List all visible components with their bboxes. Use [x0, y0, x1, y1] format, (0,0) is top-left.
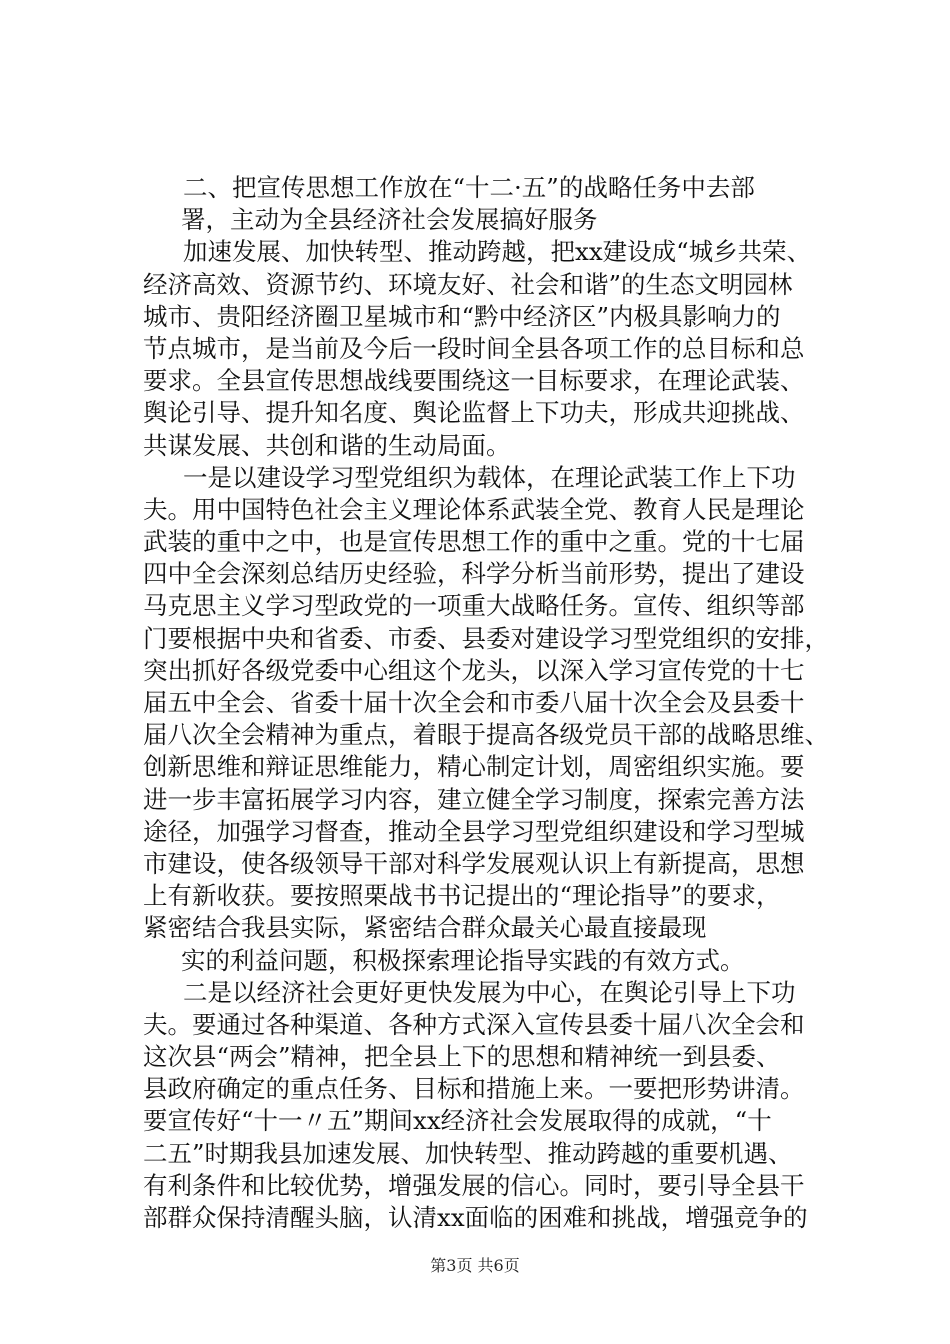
- paragraph-line: 进一步丰富拓展学习内容，建立健全学习制度，探索完善方法: [143, 784, 805, 814]
- paragraph-line: 部群众保持清醒头脑，认清xx面临的困难和挑战，增强竞争的: [143, 1203, 808, 1232]
- paragraph-theory: [143, 462, 833, 945]
- paragraph-line: 市建设，使各级领导干部对科学发展观认识上有新提高，思想: [143, 848, 805, 878]
- document-body: [143, 172, 833, 1234]
- paragraph-line: 紧密结合我县实际，紧密结合群众最关心最直接最现: [143, 913, 707, 943]
- paragraph-line: 届五中全会、省委十届十次全会和市委八届十次全会及县委十: [143, 688, 805, 717]
- page-number-footer: 第3页 共6页: [430, 1256, 520, 1275]
- paragraph-line: 城市、贵阳经济圈卫星城市和“黔中经济区”内极具影响力的: [143, 301, 781, 331]
- paragraph-line: 共谋发展、共创和谐的生动局面。: [143, 430, 511, 460]
- paragraph-continuation: [143, 945, 833, 977]
- section-heading-line-2: 署，主动为全县经济社会发展搞好服务: [181, 205, 598, 235]
- paragraph-line: 夫。用中国特色社会主义理论体系武装全党、教育人民是理论: [143, 494, 805, 524]
- paragraph-line: 武装的重中之中，也是宣传思想工作的重中之重。党的十七届: [143, 527, 805, 557]
- paragraph-line: 这次县“两会”精神，把全县上下的思想和精神统一到县委、: [143, 1042, 781, 1072]
- paragraph-line: 突出抓好各级党委中心组这个龙头，以深入学习宣传党的十七: [143, 655, 805, 685]
- paragraph-line: 要宣传好“十一〃五”期间xx经济社会发展取得的成就，“十: [143, 1106, 772, 1136]
- paragraph-line: 二是以经济社会更好更快发展为中心，在舆论引导上下功: [183, 977, 796, 1007]
- paragraph-line: 要求。全县宣传思想战线要围绕这一目标要求，在理论武装、: [143, 366, 805, 396]
- paragraph-line: 门要根据中央和省委、市委、县委对建设学习型党组织的安排，: [143, 623, 829, 653]
- section-heading-line-1: 二、把宣传思想工作放在“十二·五”的战略任务中去部: [183, 173, 755, 202]
- paragraph-line: 有利条件和比较优势，增强发展的信心。同时，要引导全县干: [143, 1170, 805, 1200]
- paragraph-public-opinion: [143, 977, 833, 1235]
- paragraph-line: 马克思主义学习型政党的一项重大战略任务。宣传、组织等部: [143, 591, 805, 621]
- paragraph-line: 夫。要通过各种渠道、各种方式深入宣传县委十届八次全会和: [143, 1009, 805, 1039]
- paragraph-line: 节点城市，是当前及今后一段时间全县各项工作的总目标和总: [143, 333, 805, 363]
- paragraph-line: 四中全会深刻总结历史经验，科学分析当前形势，提出了建设: [143, 559, 805, 589]
- paragraph-line: 经济高效、资源节约、环境友好、社会和谐”的生态文明园林: [143, 269, 793, 299]
- paragraph-line: 上有新收获。要按照栗战书书记提出的“理论指导”的要求，: [143, 881, 781, 911]
- paragraph-goals: [143, 236, 833, 461]
- paragraph-line: 届八次全会精神为重点，着眼于提高各级党员干部的战略思维、: [143, 720, 829, 750]
- paragraph-line: 舆论引导、提升知名度、舆论监督上下功夫，形成共迎挑战、: [143, 398, 805, 428]
- paragraph-line: 县政府确定的重点任务、目标和措施上来。一要把形势讲清。: [143, 1074, 805, 1104]
- paragraph-line: 加速发展、加快转型、推动跨越，把xx建设成“城乡共荣、: [183, 237, 812, 267]
- paragraph-line: 创新思维和辩证思维能力，精心制定计划，周密组织实施。要: [143, 752, 805, 782]
- paragraph-line: 途径，加强学习督查，推动全县学习型党组织建设和学习型城: [143, 816, 805, 846]
- paragraph-line: 一是以建设学习型党组织为载体，在理论武装工作上下功: [183, 462, 796, 492]
- paragraph-line: 二五”时期我县加速发展、加快转型、推动跨越的重要机遇、: [143, 1138, 793, 1168]
- paragraph-line: 实的利益问题，积极探索理论指导实践的有效方式。: [181, 945, 745, 975]
